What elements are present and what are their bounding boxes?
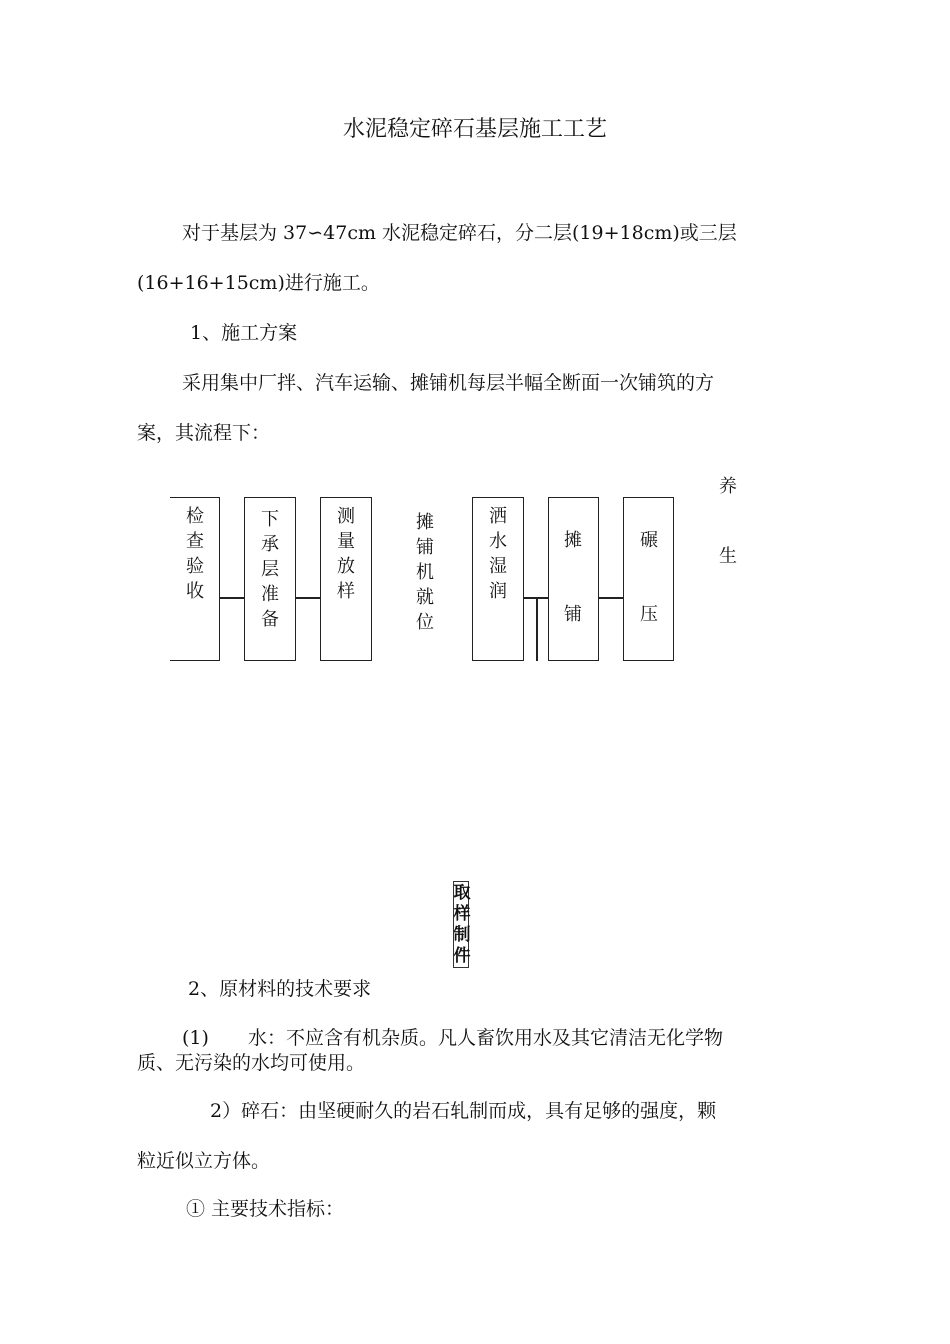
item-1-line-1: 水：不应含有机杂质。凡人畜饮用水及其它清洁无化学物 [248,1027,724,1049]
connector-5-6-branch [536,597,538,661]
item-1-number: (1) [182,1027,209,1049]
flow-step-survey: 测量放样 [337,506,355,602]
heading-construction-plan: 1、施工方案 [190,322,298,344]
page-title: 水泥稳定碎石基层施工工艺 [342,117,607,142]
flow-step-base-prep: 下承层准备 [261,509,279,630]
flow-step-curing: 养生 [719,476,737,567]
paragraph-2-line-1: 采用集中厂拌、汽车运输、摊铺机每层半幅全断面一次铺筑的方 [182,372,715,394]
item-1-line-2: 质、无污染的水均可使用。 [137,1052,366,1074]
flow-step-inspection: 检查验收 [186,506,204,602]
connector-6-7 [599,597,623,599]
paragraph-1-line-1: 对于基层为 37∽47cm 水泥稳定碎石，分二层(19+18cm)或三层 [182,222,737,244]
connector-1-2 [220,597,244,599]
paragraph-2-line-2: 案，其流程下： [137,422,271,444]
flow-step-paving: 摊铺 [564,530,582,625]
connector-2-3 [296,597,320,599]
flow-step-sampling: 取样制件 [453,883,471,966]
paragraph-1-line-2: (16+16+15cm)进行施工。 [137,272,380,294]
item-2-line-1: 2）碎石：由坚硬耐久的岩石轧制而成，具有足够的强度，颗 [210,1100,717,1122]
flow-step-rolling: 碾压 [640,530,658,625]
flow-step-paver-position: 摊铺机就位 [416,512,434,633]
item-3-heading: ① 主要技术指标： [186,1198,345,1220]
flow-step-watering: 洒水湿润 [489,506,507,602]
item-2-line-2: 粒近似立方体。 [137,1150,271,1172]
heading-raw-materials: 2、原材料的技术要求 [188,978,372,1000]
